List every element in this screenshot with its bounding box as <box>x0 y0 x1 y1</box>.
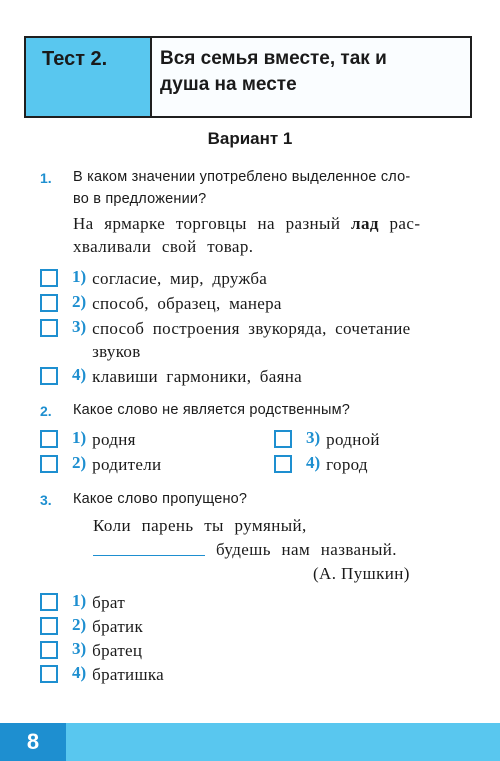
sentence-post: рас- <box>378 214 421 233</box>
test-title-line2: душа на месте <box>160 74 297 95</box>
checkbox[interactable] <box>40 430 58 448</box>
page-number: 8 <box>0 723 66 761</box>
option-number: 3) <box>72 317 87 336</box>
sentence-highlighted-word: лад <box>351 214 379 233</box>
option-text <box>92 317 472 363</box>
question-2-text: Какое слово не является родственным? <box>73 402 351 418</box>
question-1-line1: В каком значении употреблено выделенное сло- <box>73 169 411 185</box>
q1-option-2[interactable] <box>40 292 282 314</box>
q2-option-3[interactable] <box>274 428 380 450</box>
option-number: 4) <box>72 365 87 384</box>
option-number: 3) <box>72 639 87 658</box>
option-text: родня <box>92 430 136 449</box>
sentence-line1 <box>73 212 468 235</box>
option-text: родной <box>326 430 380 449</box>
option-number: 1) <box>72 591 87 610</box>
option-text: родители <box>92 455 162 474</box>
q3-option-3[interactable] <box>40 639 142 661</box>
option-text-line2: звуков <box>92 342 141 361</box>
question-1-sentence <box>73 212 468 258</box>
q3-option-2[interactable] <box>40 615 143 637</box>
sentence-pre: На ярмарке торговцы на разный <box>73 214 352 233</box>
option-text-line1: способ построения звукоряда, сочетание <box>92 319 411 338</box>
option-text: братик <box>92 617 144 636</box>
checkbox[interactable] <box>40 593 58 611</box>
answer-blank[interactable] <box>93 555 205 556</box>
test-header <box>24 36 472 118</box>
q1-option-1[interactable] <box>40 267 267 289</box>
option-text: братишка <box>92 665 164 684</box>
poem-line1: Коли парень ты румяный, <box>93 516 307 535</box>
checkbox[interactable] <box>40 641 58 659</box>
checkbox[interactable] <box>40 294 58 312</box>
option-number: 3) <box>306 428 321 447</box>
variant-heading: Вариант 1 <box>207 129 293 148</box>
question-1-line2: во в предложении? <box>73 191 207 207</box>
question-3-text: Какое слово пропущено? <box>73 491 248 507</box>
option-number: 4) <box>72 663 87 682</box>
test-label: Тест 2. <box>26 38 152 116</box>
q1-option-3[interactable] <box>40 317 472 363</box>
option-text: способ, образец, манера <box>92 294 282 313</box>
q2-option-4[interactable] <box>274 453 368 475</box>
checkbox[interactable] <box>40 665 58 683</box>
poem-author: (А. Пушкин) <box>313 564 410 583</box>
option-number: 4) <box>306 453 321 472</box>
test-title-line1: Вся семья вместе, так и <box>160 48 387 69</box>
test-title <box>152 38 470 116</box>
footer-bar <box>0 723 500 761</box>
option-text: город <box>326 455 368 474</box>
q2-option-2[interactable] <box>40 453 161 475</box>
option-number: 2) <box>72 615 87 634</box>
option-number: 1) <box>72 267 87 286</box>
q2-option-1[interactable] <box>40 428 136 450</box>
option-text: брат <box>92 593 126 612</box>
option-number: 2) <box>72 453 87 472</box>
checkbox[interactable] <box>274 430 292 448</box>
checkbox[interactable] <box>274 455 292 473</box>
option-text: согласие, мир, дружба <box>92 269 268 288</box>
q1-option-4[interactable] <box>40 365 302 387</box>
poem-line2: будешь нам названый. <box>216 540 397 559</box>
option-text: братец <box>92 641 143 660</box>
checkbox[interactable] <box>40 617 58 635</box>
question-1-text <box>73 166 468 210</box>
checkbox[interactable] <box>40 269 58 287</box>
q3-option-1[interactable] <box>40 591 125 613</box>
sentence-line2: хваливали свой товар. <box>73 237 254 256</box>
q3-option-4[interactable] <box>40 663 164 685</box>
checkbox[interactable] <box>40 367 58 385</box>
option-number: 2) <box>72 292 87 311</box>
question-1-number: 1. <box>40 170 52 186</box>
option-text: клавиши гармоники, баяна <box>92 367 302 386</box>
checkbox[interactable] <box>40 319 58 337</box>
option-number: 1) <box>72 428 87 447</box>
question-3-number: 3. <box>40 492 52 508</box>
question-2-number: 2. <box>40 403 52 419</box>
checkbox[interactable] <box>40 455 58 473</box>
